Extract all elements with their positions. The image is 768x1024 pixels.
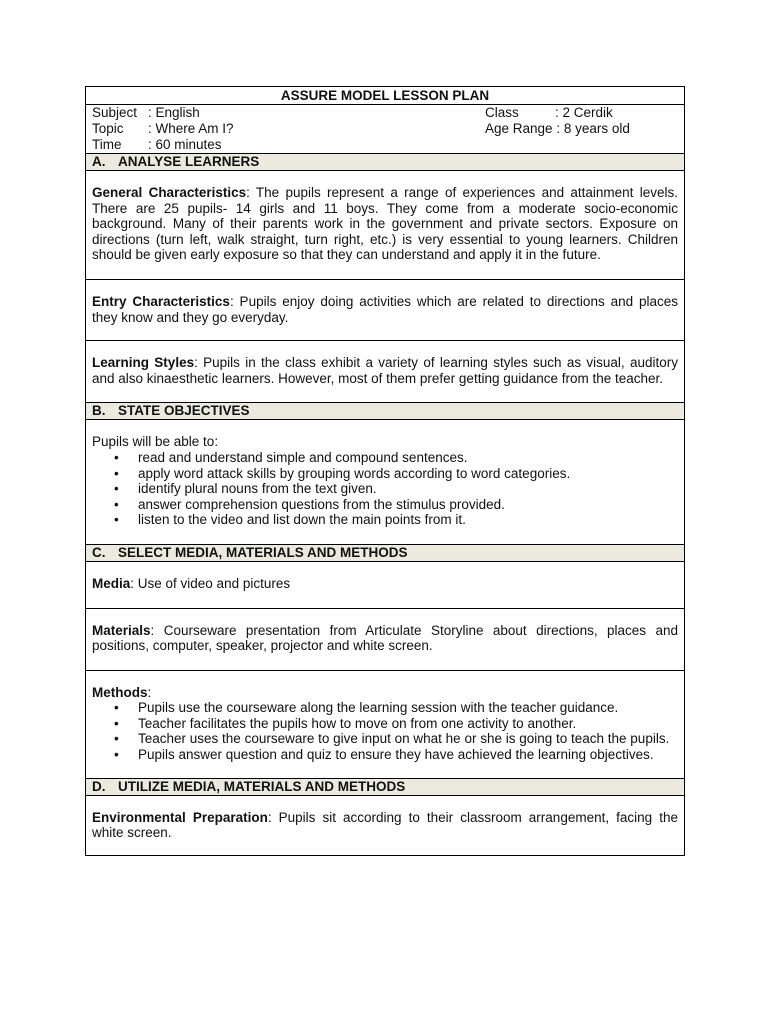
list-item: • answer comprehension questions from the stimulus provided.: [92, 497, 678, 513]
list-item: • read and understand simple and compound sentences.: [92, 450, 678, 466]
class-label: Class: [485, 105, 519, 120]
media-label: Media: [92, 575, 131, 591]
subject-label: Subject: [92, 105, 138, 120]
document-title: ASSURE MODEL LESSON PLAN: [86, 87, 684, 105]
media: [86, 562, 684, 609]
topic-value: : Where Am I?: [148, 121, 234, 136]
list-item: • Pupils answer question and quiz to ensure they have achieved the learning objectives.: [92, 747, 678, 763]
methods: Methods: • Pupils use the courseware along the learning session with the teacher guidance. • Teacher facilitates the pupils how to move on from one activity to another. • Teacher uses the courseware to give input on what he or she is going to teach the pupils. • Pupils answer question and quiz to ensure they have achieved the learning objectives.: [86, 671, 684, 779]
section-a-heading: A. ANALYSE LEARNERS: [86, 154, 684, 171]
learning-styles-text: : Pupils in the class exhibit a variety of learning styles such as visual, auditory and also kinaesthetic learners. However, most of them prefer getting guidance from the teacher.: [92, 355, 678, 386]
list-item: • identify plural nouns from the text given.: [92, 481, 678, 497]
entry-characteristics-text: : Pupils enjoy doing activities which are related to directions and places they know and they go everyday.: [92, 293, 678, 325]
list-item: • apply word attack skills by grouping words according to word categories.: [92, 466, 678, 482]
general-characteristics-text: : The pupils represent a range of experiences and attainment levels. There are 25 pupils- 14 girls and 11 boys. They come from a moderate socio-economic background. Many of their parents work in the government and private sectors. Exposure on directions (turn left, walk straight, turn right, etc.) is very essential to young learners. Children should be given early exposure so that they can understand and apply it in the future.: [92, 185, 678, 263]
materials-label: Materials: [92, 622, 151, 638]
subject-value: : English: [148, 105, 200, 120]
topic-label: Topic: [92, 121, 124, 136]
time-value: : 60 minutes: [148, 137, 222, 152]
objectives-list: [92, 450, 678, 528]
entry-characteristics-label: Entry Characteristics: [92, 293, 230, 309]
materials: [86, 609, 684, 671]
environmental-preparation-text: : Pupils sit according to their classroom arrangement, facing the white screen.: [92, 809, 678, 841]
general-characteristics-label: General Characteristics: [92, 185, 247, 200]
list-item: • Teacher facilitates the pupils how to move on from one activity to another.: [92, 716, 678, 732]
list-item: • listen to the video and list down the main points from it.: [92, 512, 678, 528]
materials-text: : Courseware presentation from Articulate Storyline about directions, places and positions, computer, speaker, projector and white screen.: [92, 622, 678, 654]
learning-styles: [86, 341, 684, 403]
section-c-heading: C. SELECT MEDIA, MATERIALS AND METHODS: [86, 545, 684, 562]
objectives-intro: Pupils will be able to:: [92, 434, 219, 450]
age-label: Age Range: [485, 121, 553, 136]
age-value: : 8 years old: [556, 121, 630, 136]
info-line-time: [92, 137, 678, 153]
entry-characteristics: [86, 280, 684, 341]
objectives: [86, 420, 684, 545]
methods-list: [92, 700, 678, 762]
section-d-heading: D. UTILIZE MEDIA, MATERIALS AND METHODS: [86, 779, 684, 796]
learning-styles-label: Learning Styles: [92, 355, 195, 371]
time-label: Time: [92, 137, 122, 152]
media-text: : Use of video and pictures: [130, 575, 291, 591]
general-characteristics: [86, 171, 684, 280]
methods-label: Methods: [92, 684, 148, 700]
section-b-heading: B. STATE OBJECTIVES: [86, 403, 684, 420]
info-line-topic: [92, 121, 678, 137]
lesson-plan-table: [85, 86, 685, 856]
list-item: • Teacher uses the courseware to give input on what he or she is going to teach the pupils.: [92, 731, 678, 747]
environmental-preparation-label: Environmental Preparation: [92, 809, 268, 825]
environmental-preparation: [86, 796, 684, 855]
class-value: : 2 Cerdik: [555, 105, 613, 120]
info-line-subject: [92, 105, 678, 121]
lesson-info: [86, 105, 684, 154]
list-item: • Pupils use the courseware along the learning session with the teacher guidance.: [92, 700, 678, 716]
